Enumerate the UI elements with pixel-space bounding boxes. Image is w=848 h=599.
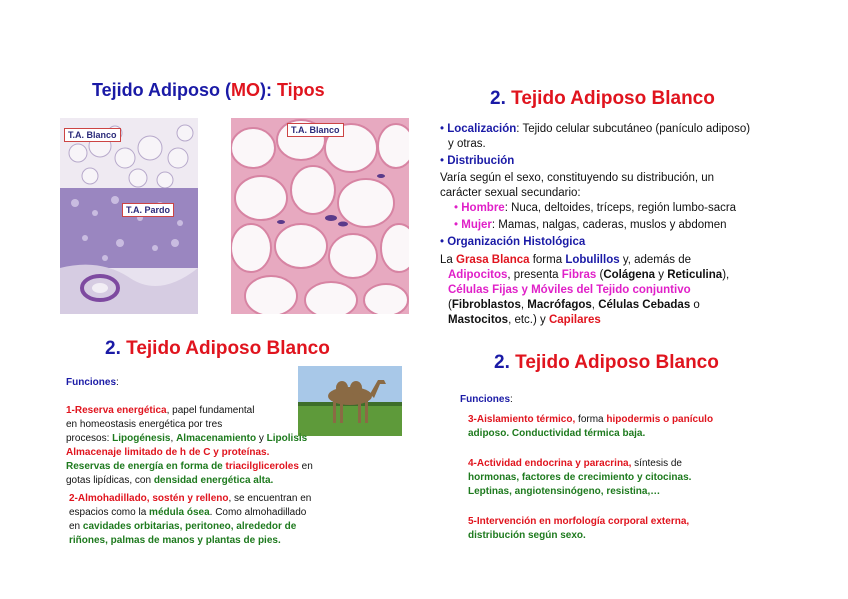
top-right-content (440, 122, 840, 328)
funciones-label-right: Funciones: (460, 394, 513, 405)
bottom-left-title (105, 338, 330, 360)
f3-line1: 3-Aislamiento térmico, forma hipodermis o panículo (468, 414, 714, 425)
dist-line1: Varía según el sexo, constituyendo su distribución, un (440, 172, 715, 184)
org-line5: Mastocitos, etc.) y Capilares (448, 314, 601, 326)
funciones-label-left: Funciones: (66, 377, 119, 388)
f4-line1: 4-Actividad endocrina y paracrina, síntesis de (468, 458, 682, 469)
top-left-title (92, 80, 325, 101)
f5-line2: distribución según sexo. (468, 530, 586, 541)
micrograph-tejido-adiposo-blanco (231, 118, 409, 314)
bullet-localizacion-cont: y otras. (448, 138, 486, 150)
f3-line2: adiposo. Conductividad térmica baja. (468, 428, 646, 439)
f5-line1: 5-Intervención en morfología corporal externa, (468, 516, 690, 527)
micrograph-tejido-adiposo-blanco-pardo (60, 118, 198, 314)
hombre-line: • Hombre: Nuca, deltoides, tríceps, región lumbo-sacra (454, 202, 737, 214)
f1-line2: en homeostasis energética por tres (66, 419, 223, 430)
mujer-line: • Mujer: Mamas, nalgas, caderas, muslos y abdomen (454, 219, 727, 231)
bullet-distribucion: • Distribución (440, 155, 515, 167)
org-line1: La Grasa Blanca forma Lobulillos y, además de (440, 254, 692, 266)
f1-line5: Reservas de energía en forma de triacilgliceroles en (66, 461, 313, 472)
top-right-title-text: Tejido Adiposo Blanco (505, 88, 715, 109)
bottom-left-num: 2. (105, 338, 121, 359)
bullet-localizacion: • Localización: Tejido celular subcutáneo (panículo adiposo) (440, 123, 751, 135)
tag-ta-pardo: T.A. Pardo (122, 203, 174, 217)
f2-line2: espacios como la médula ósea. Como almohadillado (69, 507, 307, 518)
org-line4: (Fibroblastos, Macrófagos, Células Cebadas o (448, 299, 700, 311)
bottom-right-title (494, 352, 719, 374)
f1-line3: procesos: Lipogénesis, Almacenamiento y Lipolisis (66, 433, 308, 444)
f4-line2: hormonas, factores de crecimiento y citocinas. (468, 472, 692, 483)
f1-line4: Almacenaje limitado de h de C y proteínas. (66, 447, 270, 458)
title-mo: MO (230, 80, 260, 100)
dist-line2: carácter sexual secundario: (440, 187, 581, 199)
bottom-left-title-text: Tejido Adiposo Blanco (120, 338, 330, 359)
org-line2: Adipocitos, presenta Fibras (Colágena y Reticulina), (448, 269, 730, 281)
title-part1: Tejido Adiposo ( (92, 80, 231, 100)
f2-line4: riñones, palmas de manos y plantas de pies. (69, 535, 281, 546)
org-line3: Células Fijas y Móviles del Tejido conjuntivo (448, 284, 691, 296)
f1-line1: 1-Reserva energética, papel fundamental (66, 405, 255, 416)
f2-line3: en cavidades orbitarias, peritoneo, alrededor de (69, 521, 297, 532)
f2-line1: 2-Almohadillado, sostén y relleno, se encuentran en (69, 493, 312, 504)
tag-ta-blanco-1: T.A. Blanco (64, 128, 121, 142)
bottom-right-title-text: Tejido Adiposo Blanco (509, 352, 719, 373)
f1-line6: gotas lipídicas, con densidad energética alta. (66, 475, 274, 486)
f4-line3: Leptinas, angiotensinógeno, resistina,… (468, 486, 661, 497)
top-right-title (490, 88, 715, 110)
bullet-organizacion: • Organización Histológica (440, 236, 586, 248)
bottom-right-num: 2. (494, 352, 510, 373)
top-right-num: 2. (490, 88, 506, 109)
bottom-left-content (66, 376, 376, 548)
title-tipos: Tipos (276, 80, 325, 100)
title-part2: ): (259, 80, 277, 100)
micrograph-2-image (231, 118, 409, 314)
bottom-right-content (460, 393, 760, 543)
tag-ta-blanco-2: T.A. Blanco (287, 123, 344, 137)
